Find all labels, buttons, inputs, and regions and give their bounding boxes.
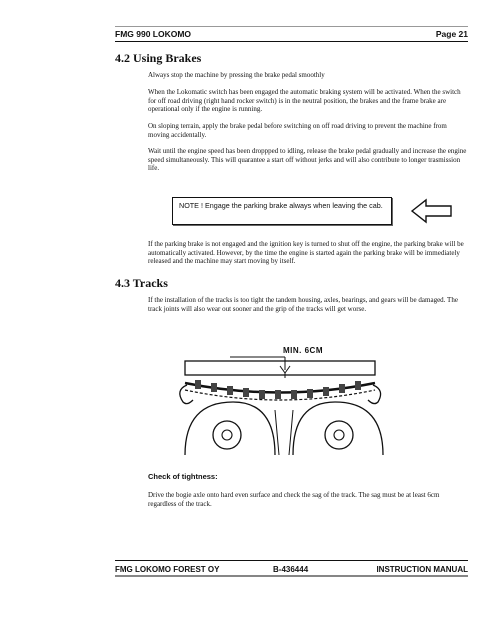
header-doc-title: FMG 990 LOKOMO [115,29,192,39]
brakes-paragraph-3: Wait until the engine speed has been droppped to idling, release the brake pedal gradually and increase the engine speed simultaneously. This will quarantee a start off without jerks and will also contribute to longer trasmission life. [148,147,467,173]
page-footer [115,560,468,574]
footer-company: FMG LOKOMO FOREST OY [115,565,220,574]
track-sag-diagram [175,340,385,455]
section-title-tracks: 4.3 Tracks [115,276,168,290]
header-page-number: Page 21 [435,29,468,39]
brakes-lead: Always stop the machine by pressing the brake pedal smoothly [148,71,325,79]
section-title-using-brakes: 4.2 Using Brakes [115,51,202,65]
footer-rule [115,575,468,577]
note-text: NOTE ! Engage the parking brake always when leaving the cab. [179,201,383,210]
tracks-paragraph-1: If the installation of the tracks is too tight the tandem housing, axles, bearings, and gears will be damaged. The track joints will also wear out sooner and the grip of the tracks will get worse. [148,296,458,313]
footer-doc-number: B-436444 [273,565,309,574]
footer-manual-title: INSTRUCTION MANUAL [376,565,468,574]
brakes-paragraph-2: On sloping terrain, apply the brake pedal before switching on off road driving to prevent the machine from moving accidentally. [148,122,447,139]
diagram-label-min: MIN. 6CM [283,346,323,355]
check-tightness-heading: Check of tightness: [148,472,218,481]
arrow-left-icon [410,197,454,225]
page-header [115,26,468,42]
note-box [172,197,392,225]
brakes-paragraph-1: When the Lokomatic switch has been engaged the automatic braking system will be activated. When the switch for off road driving (right hand rocker switch) is in the neutral position, the brakes and the frame brake are operational only if the engine is running. [148,88,461,114]
track-drawing [175,340,385,455]
brakes-paragraph-4: If the parking brake is not engaged and the ignition key is turned to shut off the engine, the parking brake will be automatically activated. However, by the time the engine is started again the parking brake will be immediately released and the machine may start moving by itself. [148,240,464,266]
check-tightness-text: Drive the bogie axle onto hard even surface and check the sag of the track. The sag must be at least 6cm regardless of the track. [148,491,440,508]
